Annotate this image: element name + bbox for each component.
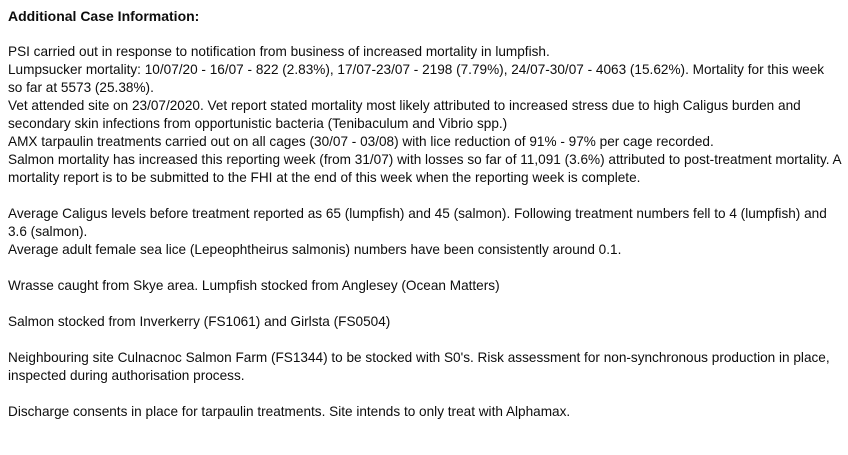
paragraph-wrasse-lumpfish-source	[8, 277, 842, 295]
text-line-sea-lice: Average adult female sea lice (Lepeophtheirus salmonis) numbers have been consistently around 0.1.	[8, 242, 622, 257]
text-line-caligus-levels: Average Caligus levels before treatment reported as 65 (lumpfish) and 45 (salmon). Following treatment numbers fell to 4 (lumpfish) and 3.6 (salmon).	[8, 206, 827, 239]
paragraph-discharge-consents	[8, 403, 842, 421]
document-title: Additional Case Information:	[8, 8, 200, 24]
paragraph-lice-levels	[8, 205, 842, 259]
paragraph-salmon-source	[8, 313, 842, 331]
text-line-lumpsucker-mortality: Lumpsucker mortality: 10/07/20 - 16/07 - 822 (2.83%), 17/07-23/07 - 2198 (7.79%), 24/07-30/07 - 4063 (15.62%). Mortality for this week so far at 5573 (25.38%).	[8, 62, 825, 95]
text-line-vet-report: Vet attended site on 23/07/2020. Vet report stated mortality most likely attributed to increased stress due to high Caligus burden and secondary skin infections from opportunistic bacteria (Tenibaculum and Vibrio spp.)	[8, 98, 801, 131]
text-line-salmon-mortality: Salmon mortality has increased this reporting week (from 31/07) with losses so far of 11,091 (3.6%) attributed to post-treatment mortality. A mortality report is to be submitted to the FHI at the end of this week when the reporting week is complete.	[8, 152, 841, 185]
paragraph-neighbouring-site	[8, 349, 842, 385]
text-line-wrasse-source: Wrasse caught from Skye area. Lumpfish stocked from Anglesey (Ocean Matters)	[8, 278, 500, 293]
text-line-discharge-consents: Discharge consents in place for tarpaulin treatments. Site intends to only treat with Alphamax.	[8, 404, 571, 419]
text-line-neighbouring-site: Neighbouring site Culnacnoc Salmon Farm (FS1344) to be stocked with S0's. Risk assessment for non-synchronous production in place, inspected during authorisation process.	[8, 350, 830, 383]
paragraph-mortality-summary	[8, 43, 842, 187]
text-line-salmon-source: Salmon stocked from Inverkerry (FS1061) and Girlsta (FS0504)	[8, 314, 391, 329]
text-line-amx-treatments: AMX tarpaulin treatments carried out on all cages (30/07 - 03/08) with lice reduction of 91% - 97% per cage recorded.	[8, 134, 714, 149]
text-line-psi: PSI carried out in response to notification from business of increased mortality in lumpfish.	[8, 44, 550, 59]
